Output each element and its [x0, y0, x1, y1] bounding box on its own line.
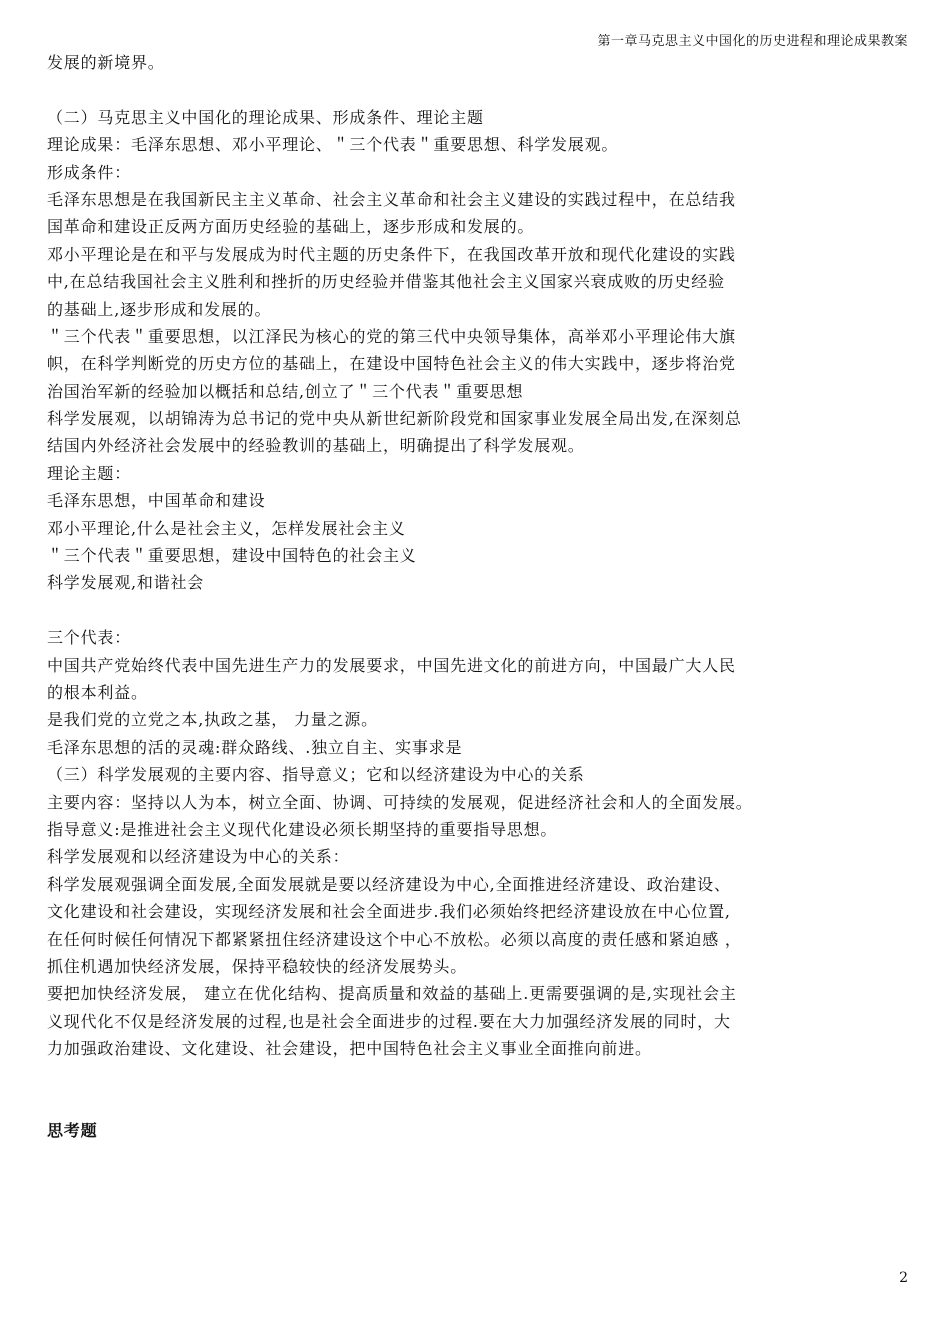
subheading-theoretical-themes: 理论主题：	[47, 463, 132, 483]
text-line: ＂三个代表＂重要思想，建设中国特色的社会主义	[47, 546, 417, 566]
subheading-formation-conditions: 形成条件：	[47, 162, 132, 182]
text-line: 邓小平理论,什么是社会主义，怎样发展社会主义	[47, 518, 406, 538]
text-line: 的基础上,逐步形成和发展的。	[47, 299, 272, 319]
text-line: ＂三个代表＂重要思想，以江泽民为核心的党的第三代中央领导集体，高举邓小平理论伟大旗	[47, 326, 736, 346]
text-line: 帜，在科学判断党的历史方位的基础上，在建设中国特色社会主义的伟大实践中，逐步将治党	[47, 354, 736, 374]
blank-line	[47, 76, 907, 103]
blank-line	[47, 1062, 907, 1089]
text-line: 治国治军新的经验加以概括和总结,创立了＂三个代表＂重要思想	[47, 381, 524, 401]
text-line: 抓住机遇加快经济发展，保持平稳较快的经济发展势头。	[47, 956, 468, 976]
text-line: 科学发展观，以胡锦涛为总书记的党中央从新世纪新阶段党和国家事业发展全局出发,在深刻总	[47, 409, 742, 429]
text-line: 在任何时候任何情况下都紧紧扭住经济建设这个中心不放松。必须以高度的责任感和紧迫感 ，	[47, 929, 742, 949]
text-line: 发展的新境界。	[47, 53, 165, 72]
document-body	[47, 49, 907, 1145]
blank-line	[47, 597, 907, 624]
subheading-three-represents: 三个代表：	[47, 628, 132, 648]
text-line: 的根本利益。	[47, 682, 148, 702]
text-line: 中,在总结我国社会主义胜利和挫折的历史经验并借鉴其他社会主义国家兴衰成败的历史经验	[47, 272, 725, 292]
text-line: 主要内容：坚持以人为本，树立全面、协调、可持续的发展观，促进经济社会和人的全面发展。	[47, 792, 753, 812]
text-line: 结国内外经济社会发展中的经验教训的基础上，明确提出了科学发展观。	[47, 436, 585, 456]
text-line: 科学发展观强调全面发展,全面发展就是要以经济建设为中心,全面推进经济建设、政治建设、	[47, 874, 731, 894]
page-number: 2	[899, 1270, 908, 1286]
text-line: 是我们党的立党之本,执政之基， 力量之源。	[47, 710, 378, 730]
text-line: 文化建设和社会建设，实现经济发展和社会全面进步.我们必须始终把经济建设放在中心位置,	[47, 902, 731, 922]
text-line: 科学发展观,和谐社会	[47, 573, 205, 593]
text-line: 国革命和建设正反两方面历史经验的基础上，逐步形成和发展的。	[47, 217, 535, 237]
text-line: 毛泽东思想，中国革命和建设	[47, 491, 266, 511]
text-line: 要把加快经济发展， 建立在优化结构、提高质量和效益的基础上.更需要强调的是,实现社会主	[47, 984, 737, 1004]
text-line: 理论成果：毛泽东思想、邓小平理论、＂三个代表＂重要思想、科学发展观。	[47, 135, 619, 155]
text-line: 义现代化不仅是经济发展的过程,也是社会全面进步的过程.要在大力加强经济发展的同时，大	[47, 1011, 731, 1031]
text-line: 邓小平理论是在和平与发展成为时代主题的历史条件下，在我国改革开放和现代化建设的实践	[47, 244, 736, 264]
blank-line	[47, 1090, 907, 1117]
text-line: 毛泽东思想是在我国新民主主义革命、社会主义革命和社会主义建设的实践过程中，在总结我	[47, 189, 736, 209]
text-line: 指导意义:是推进社会主义现代化建设必须长期坚持的重要指导思想。	[47, 819, 558, 839]
heading-thinking-questions: 思考题	[47, 1121, 98, 1141]
running-header: 第一章马克思主义中国化的历史进程和理论成果教案	[597, 34, 908, 49]
text-line: 中国共产党始终代表中国先进生产力的发展要求，中国先进文化的前进方向，中国最广大人民	[47, 655, 736, 675]
text-line: 力加强政治建设、文化建设、社会建设，把中国特色社会主义事业全面推向前进。	[47, 1039, 652, 1059]
section-heading-2: （二）马克思主义中国化的理论成果、形成条件、理论主题	[47, 107, 484, 127]
text-line: 毛泽东思想的活的灵魂:群众路线、.独立自主、实事求是	[47, 737, 463, 757]
text-line: 科学发展观和以经济建设为中心的关系：	[47, 847, 350, 867]
section-heading-3: （三）科学发展观的主要内容、指导意义；它和以经济建设为中心的关系	[47, 765, 585, 785]
